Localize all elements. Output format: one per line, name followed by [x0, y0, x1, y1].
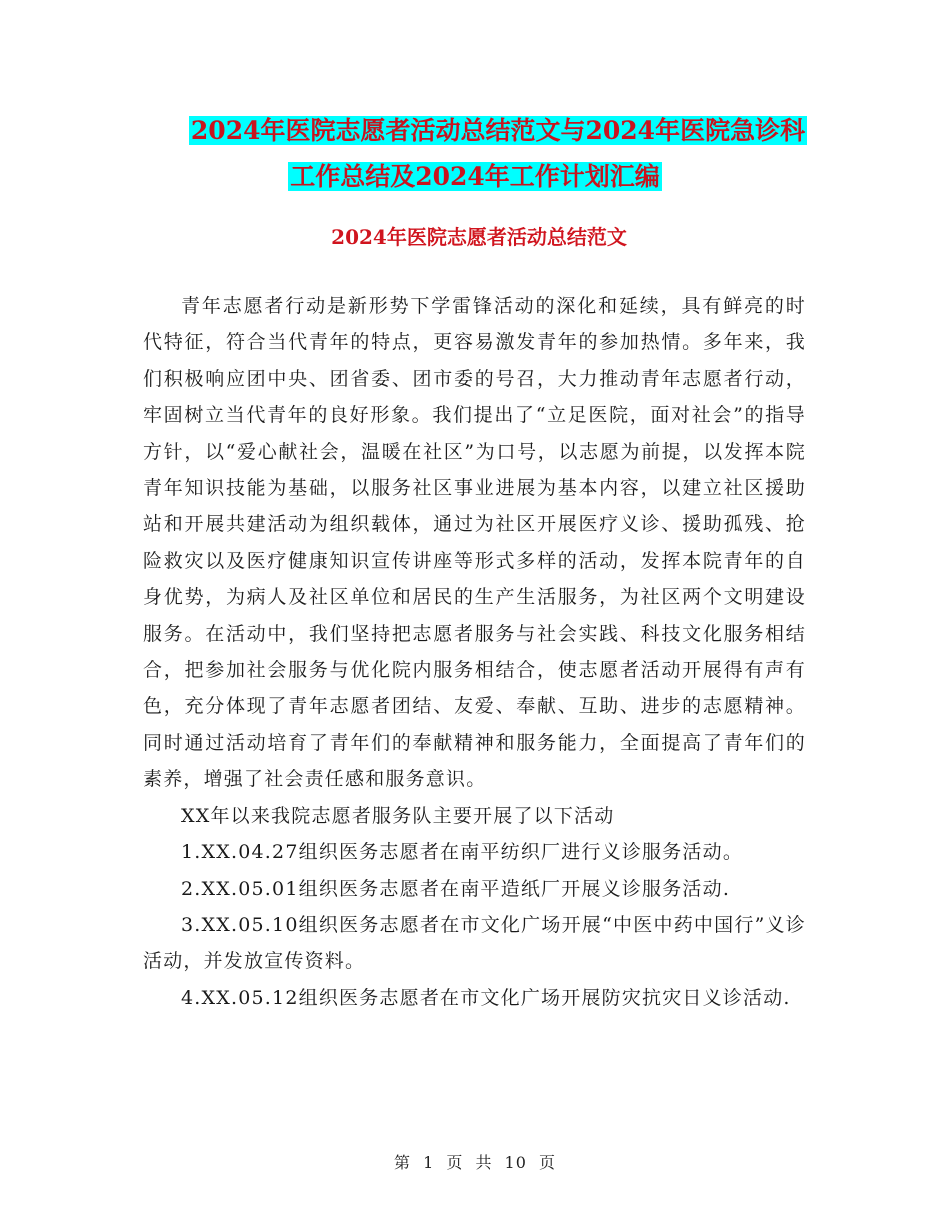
main-title-line-2-text: 工作总结及2024年工作计划汇编: [290, 162, 660, 191]
paragraph-intro: 青年志愿者行动是新形势下学雷锋活动的深化和延续，具有鲜亮的时代特征，符合当代青年的特点，更容易激发青年的参加热情。多年来，我们积极响应团中央、团省委、团市委的号召，大力推动青年志愿者行动，牢固树立当代青年的良好形象。我们提出了“立足医院，面对社会”的指导方针，以“爱心献社会，温暖在社区”为口号，以志愿为前提，以发挥本院青年知识技能为基础，以服务社区事业进展为基本内容，以建立社区援助站和开展共建活动为组织载体，通过为社区开展医疗义诊、援助孤残、抢险救灾以及医疗健康知识宣传讲座等形式多样的活动，发挥本院青年的自身优势，为病人及社区单位和居民的生产生活服务，为社区两个文明建设服务。在活动中，我们坚持把志愿者服务与社会实践、科技文化服务相结合，把参加社会服务与优化院内服务相结合，使志愿者活动开展得有声有色，充分体现了青年志愿者团结、友爱、奉献、互助、进步的志愿精神。同时通过活动培育了青年们的奉献精神和服务能力，全面提高了青年们的素养，增强了社会责任感和服务意识。: [143, 295, 806, 791]
paragraph-activity-1: 1.XX.04.27组织医务志愿者在南平纺织厂进行义诊服务活动。: [181, 841, 744, 864]
main-title-line-2: [0, 154, 950, 200]
paragraph-activity-3: 3.XX.05.10组织医务志愿者在市文化广场开展“中医中药中国行”义诊活动，并发放宣传资料。: [143, 913, 806, 973]
page-footer: 第 1 页 共 10 页: [394, 1153, 556, 1172]
section-title: 2024年医院志愿者活动总结范文: [331, 225, 627, 249]
main-title-line-1: [0, 108, 950, 154]
paragraph-activity-4: 4.XX.05.12组织医务志愿者在市文化广场开展防灾抗灾日义诊活动.: [181, 986, 791, 1009]
body-content: [143, 288, 806, 1016]
main-title-line-1-text: 2024年医院志愿者活动总结范文与2024年医院急诊科: [190, 116, 806, 145]
paragraph-activities-heading: XX年以来我院志愿者服务队主要开展了以下活动: [181, 804, 615, 827]
paragraph-activity-2: 2.XX.05.01组织医务志愿者在南平造纸厂开展义诊服务活动.: [181, 877, 731, 900]
main-title: [0, 108, 950, 200]
